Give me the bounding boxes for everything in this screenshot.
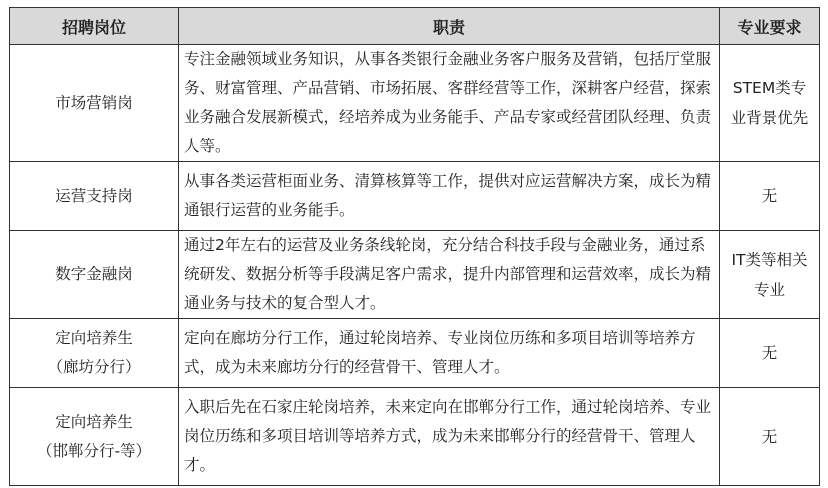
requirement-line: IT类等相关 — [731, 250, 808, 269]
position-cell — [10, 388, 179, 486]
requirement-cell — [720, 319, 820, 388]
requirement-cell — [720, 388, 820, 486]
position-line: 数字金融岗 — [55, 265, 133, 283]
table-row — [10, 231, 820, 319]
duty-cell: 通过2年左右的运营及业务条线轮岗，充分结合科技手段与金融业务，通过系统研发、数据分析等手段满足客户需求，提升内部管理和运营效率，成长为精通业务与技术的复合型人才。 — [179, 231, 720, 319]
position-cell — [10, 231, 179, 319]
duty-cell: 定向在廊坊分行工作，通过轮岗培养、专业岗位历练和多项目培训等培养方式，成为未来廊坊分行的经营骨干、管理人才。 — [179, 319, 720, 388]
header-position: 招聘岗位 — [10, 8, 179, 45]
requirement-line: 业背景优先 — [730, 109, 809, 127]
requirement-line: 无 — [761, 427, 778, 446]
requirement-line: STEM类专 — [732, 79, 807, 97]
requirement-line: 专业 — [753, 280, 785, 299]
position-line: 定向培养生 — [55, 329, 133, 347]
position-cell — [10, 45, 179, 162]
position-line: 市场营销岗 — [55, 93, 133, 112]
position-line: 运营支持岗 — [55, 186, 133, 205]
table-row — [10, 388, 820, 486]
table-row — [10, 45, 820, 162]
table-row — [10, 162, 820, 231]
position-cell — [10, 162, 179, 231]
duty-cell: 专注金融领域业务知识，从事各类银行金融业务客户服务及营销，包括厅堂服务、财富管理、产品营销、市场拓展、客群经营等工作，深耕客户经营，探索业务融合发展新模式，经培养成为业务能手、产品专家或经营团队经理、负责人等。 — [179, 45, 720, 162]
requirement-line: 无 — [761, 187, 778, 205]
position-line: 定向培养生 — [55, 412, 133, 431]
recruitment-table — [9, 7, 820, 486]
position-cell — [10, 319, 179, 388]
table-row — [10, 319, 820, 388]
position-line: （廊坊分行） — [47, 358, 141, 376]
position-line: （邯郸分行-等） — [36, 441, 152, 460]
duty-cell: 从事各类运营柜面业务、清算核算等工作，提供对应运营解决方案，成长为精通银行运营的业务能手。 — [179, 162, 720, 231]
table-header-row — [10, 8, 820, 45]
duty-cell: 入职后先在石家庄轮岗培养，未来定向在邯郸分行工作，通过轮岗培养、专业岗位历练和多项目培训等培养方式，成为未来邯郸分行的经营骨干、管理人才。 — [179, 388, 720, 486]
header-duty: 职责 — [179, 8, 720, 45]
requirement-line: 无 — [761, 344, 778, 362]
requirement-cell — [720, 231, 820, 319]
header-requirement: 专业要求 — [720, 8, 820, 45]
requirement-cell — [720, 45, 820, 162]
requirement-cell — [720, 162, 820, 231]
